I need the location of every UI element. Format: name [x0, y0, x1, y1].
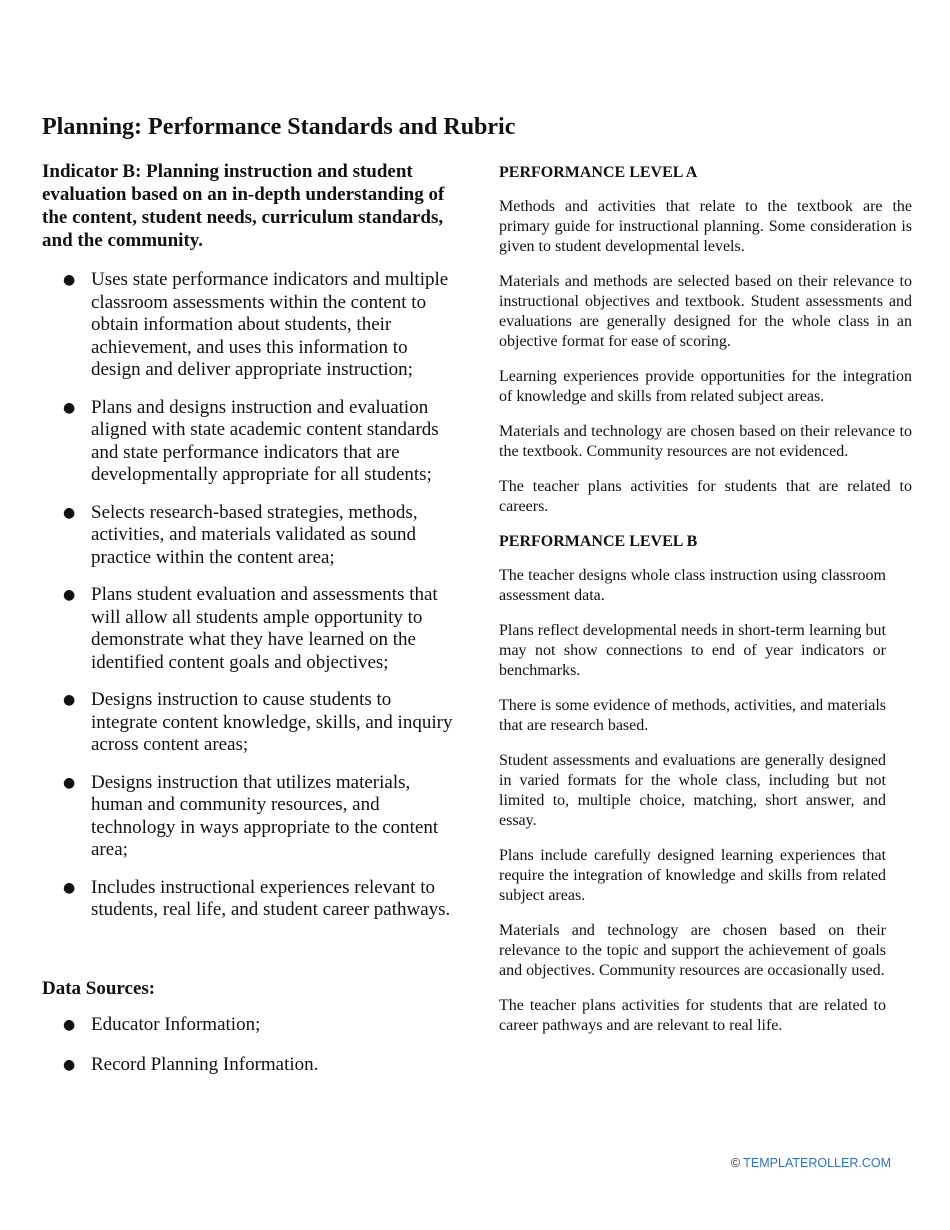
list-item — [42, 1014, 460, 1037]
data-sources-heading: Data Sources: — [42, 977, 156, 999]
list-item-text: Includes instructional experiences relevant to students, real life, and student career pathways. — [91, 876, 451, 920]
bullet-icon: ● — [63, 587, 76, 603]
list-item — [42, 772, 460, 862]
footer-site-link[interactable]: TEMPLATEROLLER.COM — [743, 1156, 891, 1170]
level-b-paragraph: Plans include carefully designed learning experiences that require the integration of knowledge and skills from related subject areas. — [499, 847, 886, 904]
footer-credit — [731, 1156, 891, 1170]
list-item — [42, 689, 460, 757]
list-item-text: Plans student evaluation and assessments that will allow all students ample opportunity to demonstrate what they have learned on the identified content goals and objectives; — [91, 584, 438, 673]
level-a-paragraph: The teacher plans activities for students that are related to careers. — [499, 478, 912, 515]
bullet-icon: ● — [63, 1016, 76, 1033]
level-a-paragraph: Materials and methods are selected based on their relevance to instructional objectives and textbook. Student assessments and evaluations are generally designed for the whole class in an objective format for ease of scoring. — [499, 273, 912, 350]
level-b-paragraph: Student assessments and evaluations are generally designed in varied formats for the whole class, including but not limited to, multiple choice, matching, short answer, and essay. — [499, 752, 886, 829]
indicator-heading: Indicator B: Planning instruction and student evaluation based on an in-depth understanding of the content, student needs, curriculum standards, and the community. — [42, 161, 445, 251]
level-b-paragraph: There is some evidence of methods, activities, and materials that are research based. — [499, 697, 886, 734]
page-title: Planning: Performance Standards and Rubric — [42, 114, 516, 140]
copyright-symbol: © — [730, 1156, 741, 1170]
list-item — [42, 1054, 460, 1077]
bullet-icon: ● — [63, 272, 76, 288]
list-item-text: Plans and designs instruction and evaluation aligned with state academic content standards and state performance indicators that are developmentally appropriate for all students; — [91, 396, 439, 485]
list-item — [42, 584, 460, 674]
bullet-icon: ● — [63, 879, 76, 896]
level-b-paragraph: Plans reflect developmental needs in short-term learning but may not show connections to end of year indicators or benchmarks. — [499, 622, 886, 679]
list-item-text: Uses state performance indicators and multiple classroom assessments within the content to obtain information about students, their achievement, and uses this information to design and deliver appropriate instruction; — [91, 269, 449, 380]
level-a-paragraph: Learning experiences provide opportunities for the integration of knowledge and skills from related subject areas. — [499, 368, 912, 405]
bullet-icon: ● — [63, 504, 76, 521]
level-a-heading: PERFORMANCE LEVEL A — [499, 164, 698, 181]
bullet-icon: ● — [63, 399, 76, 416]
indicator-list — [42, 269, 460, 922]
level-b-heading: PERFORMANCE LEVEL B — [499, 533, 698, 550]
level-a-paragraph: Methods and activities that relate to the textbook are the primary guide for instructional planning. Some consideration is given to student developmental levels. — [499, 198, 912, 255]
level-b-paragraph: The teacher plans activities for students that are related to career pathways and are relevant to real life. — [499, 997, 886, 1034]
performance-levels-column — [499, 163, 912, 1051]
list-item — [42, 397, 460, 487]
list-item — [42, 269, 460, 382]
list-item-text: Designs instruction to cause students to integrate content knowledge, skills, and inquiry across content areas; — [91, 689, 453, 755]
indicator-column — [42, 160, 460, 1095]
list-item-text: Record Planning Information. — [91, 1054, 319, 1075]
bullet-icon: ● — [63, 692, 76, 708]
level-b-paragraph: Materials and technology are chosen based on their relevance to the topic and support the achievement of goals and objectives. Community resources are occasionally used. — [499, 922, 886, 979]
bullet-icon: ● — [63, 774, 76, 791]
list-item — [42, 877, 460, 922]
performance-level-b — [499, 532, 886, 1036]
level-a-paragraph: Materials and technology are chosen based on their relevance to the textbook. Community resources are not evidenced. — [499, 423, 912, 460]
list-item-text: Educator Information; — [91, 1013, 261, 1035]
list-item — [42, 502, 460, 570]
data-sources-list — [42, 1014, 460, 1077]
list-item-text: Selects research-based strategies, methods, activities, and materials validated as sound practice within the content area; — [91, 501, 418, 568]
bullet-icon: ● — [63, 1057, 76, 1073]
list-item-text: Designs instruction that utilizes materials, human and community resources, and technology in ways appropriate to the content area; — [91, 771, 439, 860]
level-b-paragraph: The teacher designs whole class instruction using classroom assessment data. — [499, 567, 886, 604]
performance-level-a — [499, 163, 912, 517]
